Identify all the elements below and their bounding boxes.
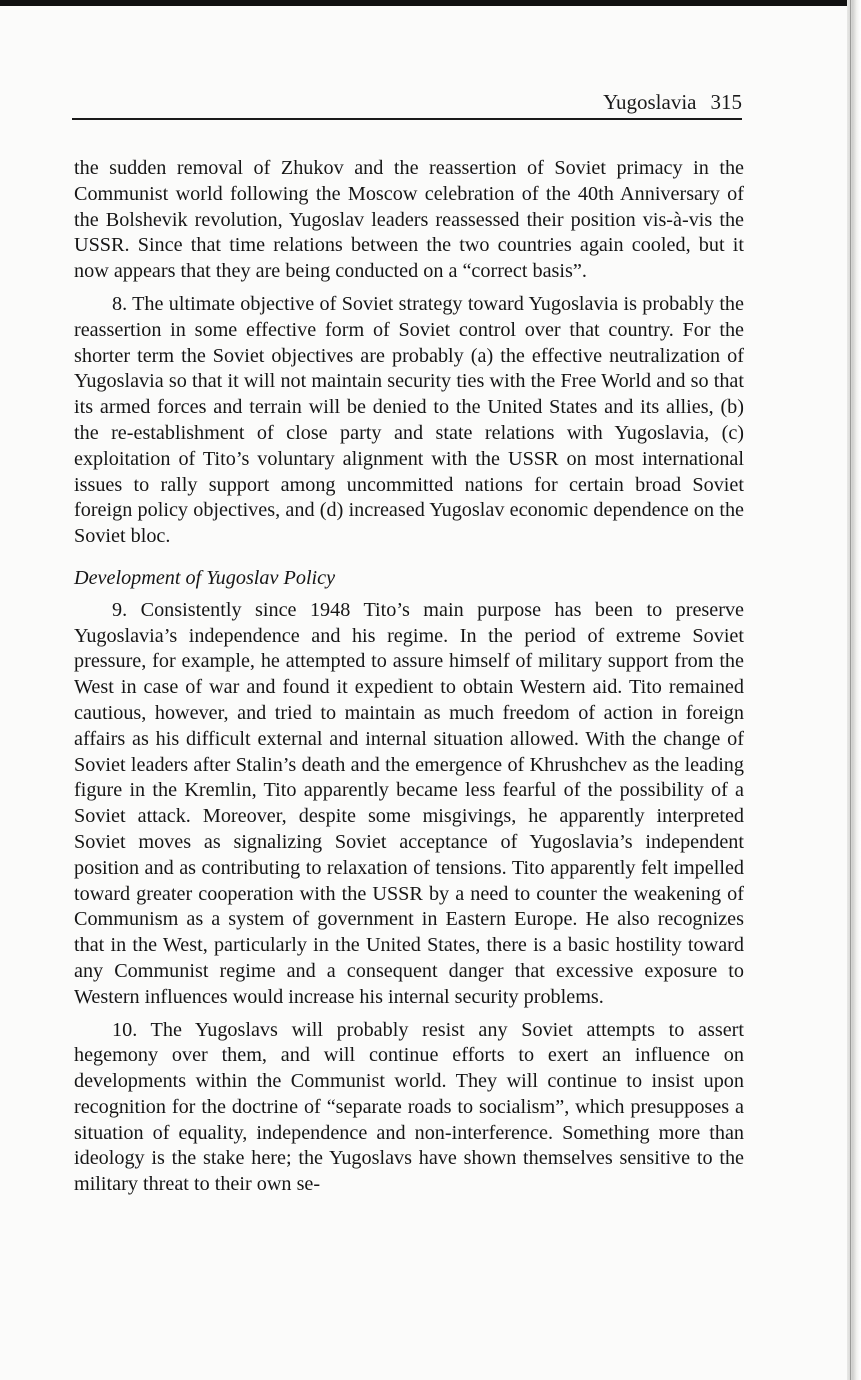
page-top-edge (0, 0, 861, 6)
running-head-title: Yugoslavia (603, 90, 697, 114)
section-heading: Development of Yugoslav Policy (74, 566, 336, 589)
paragraph-9: 9. Consistently since 1948 Tito’s main purpose has been to preserve Yugoslavia’s independence and his regime. In the period of extreme Soviet pressure, for example, he attempted to assure himself of military support from the West in case of war and found it expedient to obtain Western aid. Tito remained cautious, however, and tried to maintain as much freedom of action in foreign affairs as his difficult external and internal situation allowed. With the change of Soviet leaders after Stalin’s death and the emergence of Khrushchev as the leading figure in the Kremlin, Tito apparently became less fearful of the possibility of a Soviet attack. Moreover, despite some misgivings, he apparently interpreted Soviet moves as signalizing Soviet acceptance of Yugoslavia’s independent position and as contributing to relaxation of tensions. Tito apparently felt impelled toward greater cooperation with the USSR by a need to counter the weakening of Communism as a system of government in Eastern Europe. He also recognizes that in the West, particularly in the United States, there is a basic hostility toward any Communist regime and a consequent danger that excessive exposure to Western influences would increase his internal security problems. (74, 598, 744, 1008)
page-number: 315 (710, 90, 742, 114)
paragraph-continued: the sudden removal of Zhukov and the reassertion of Soviet primacy in the Communist world following the Moscow celebration of the 40th Anniversary of the Bolshevik revolution, Yugoslav leaders reassessed their position vis-à-vis the USSR. Since that time relations between the two countries again cooled, but it now appears that they are being conducted on a “correct basis”. (74, 157, 744, 283)
body-text (74, 156, 744, 1198)
running-head (72, 86, 742, 120)
paragraph-10: 10. The Yugoslavs will probably resist any Soviet attempts to assert hegemony over them, and will continue efforts to exert an influence on developments within the Communist world. They will continue to insist upon recognition for the doctrine of “separate roads to socialism”, which presupposes a situation of equality, independence and non-interference. Something more than ideology is the stake here; the Yugoslavs have shown themselves sensitive to the military threat to their own se- (74, 1018, 744, 1196)
page-right-edge-line (850, 0, 851, 1380)
paragraph-8: 8. The ultimate objective of Soviet strategy toward Yugoslavia is probably the reassertion in some effective form of Soviet control over that country. For the shorter term the Soviet objectives are probably (a) the effective neutralization of Yugoslavia so that it will not maintain security ties with the Free World and so that its armed forces and terrain will be denied to the United States and its allies, (b) the re-establishment of close party and state relations with Yugoslavia, (c) exploitation of Tito’s voluntary alignment with the USSR on most international issues to rally support among uncommitted nations for certain broad Soviet foreign policy objectives, and (d) increased Yugoslav economic dependence on the Soviet bloc. (74, 292, 744, 548)
